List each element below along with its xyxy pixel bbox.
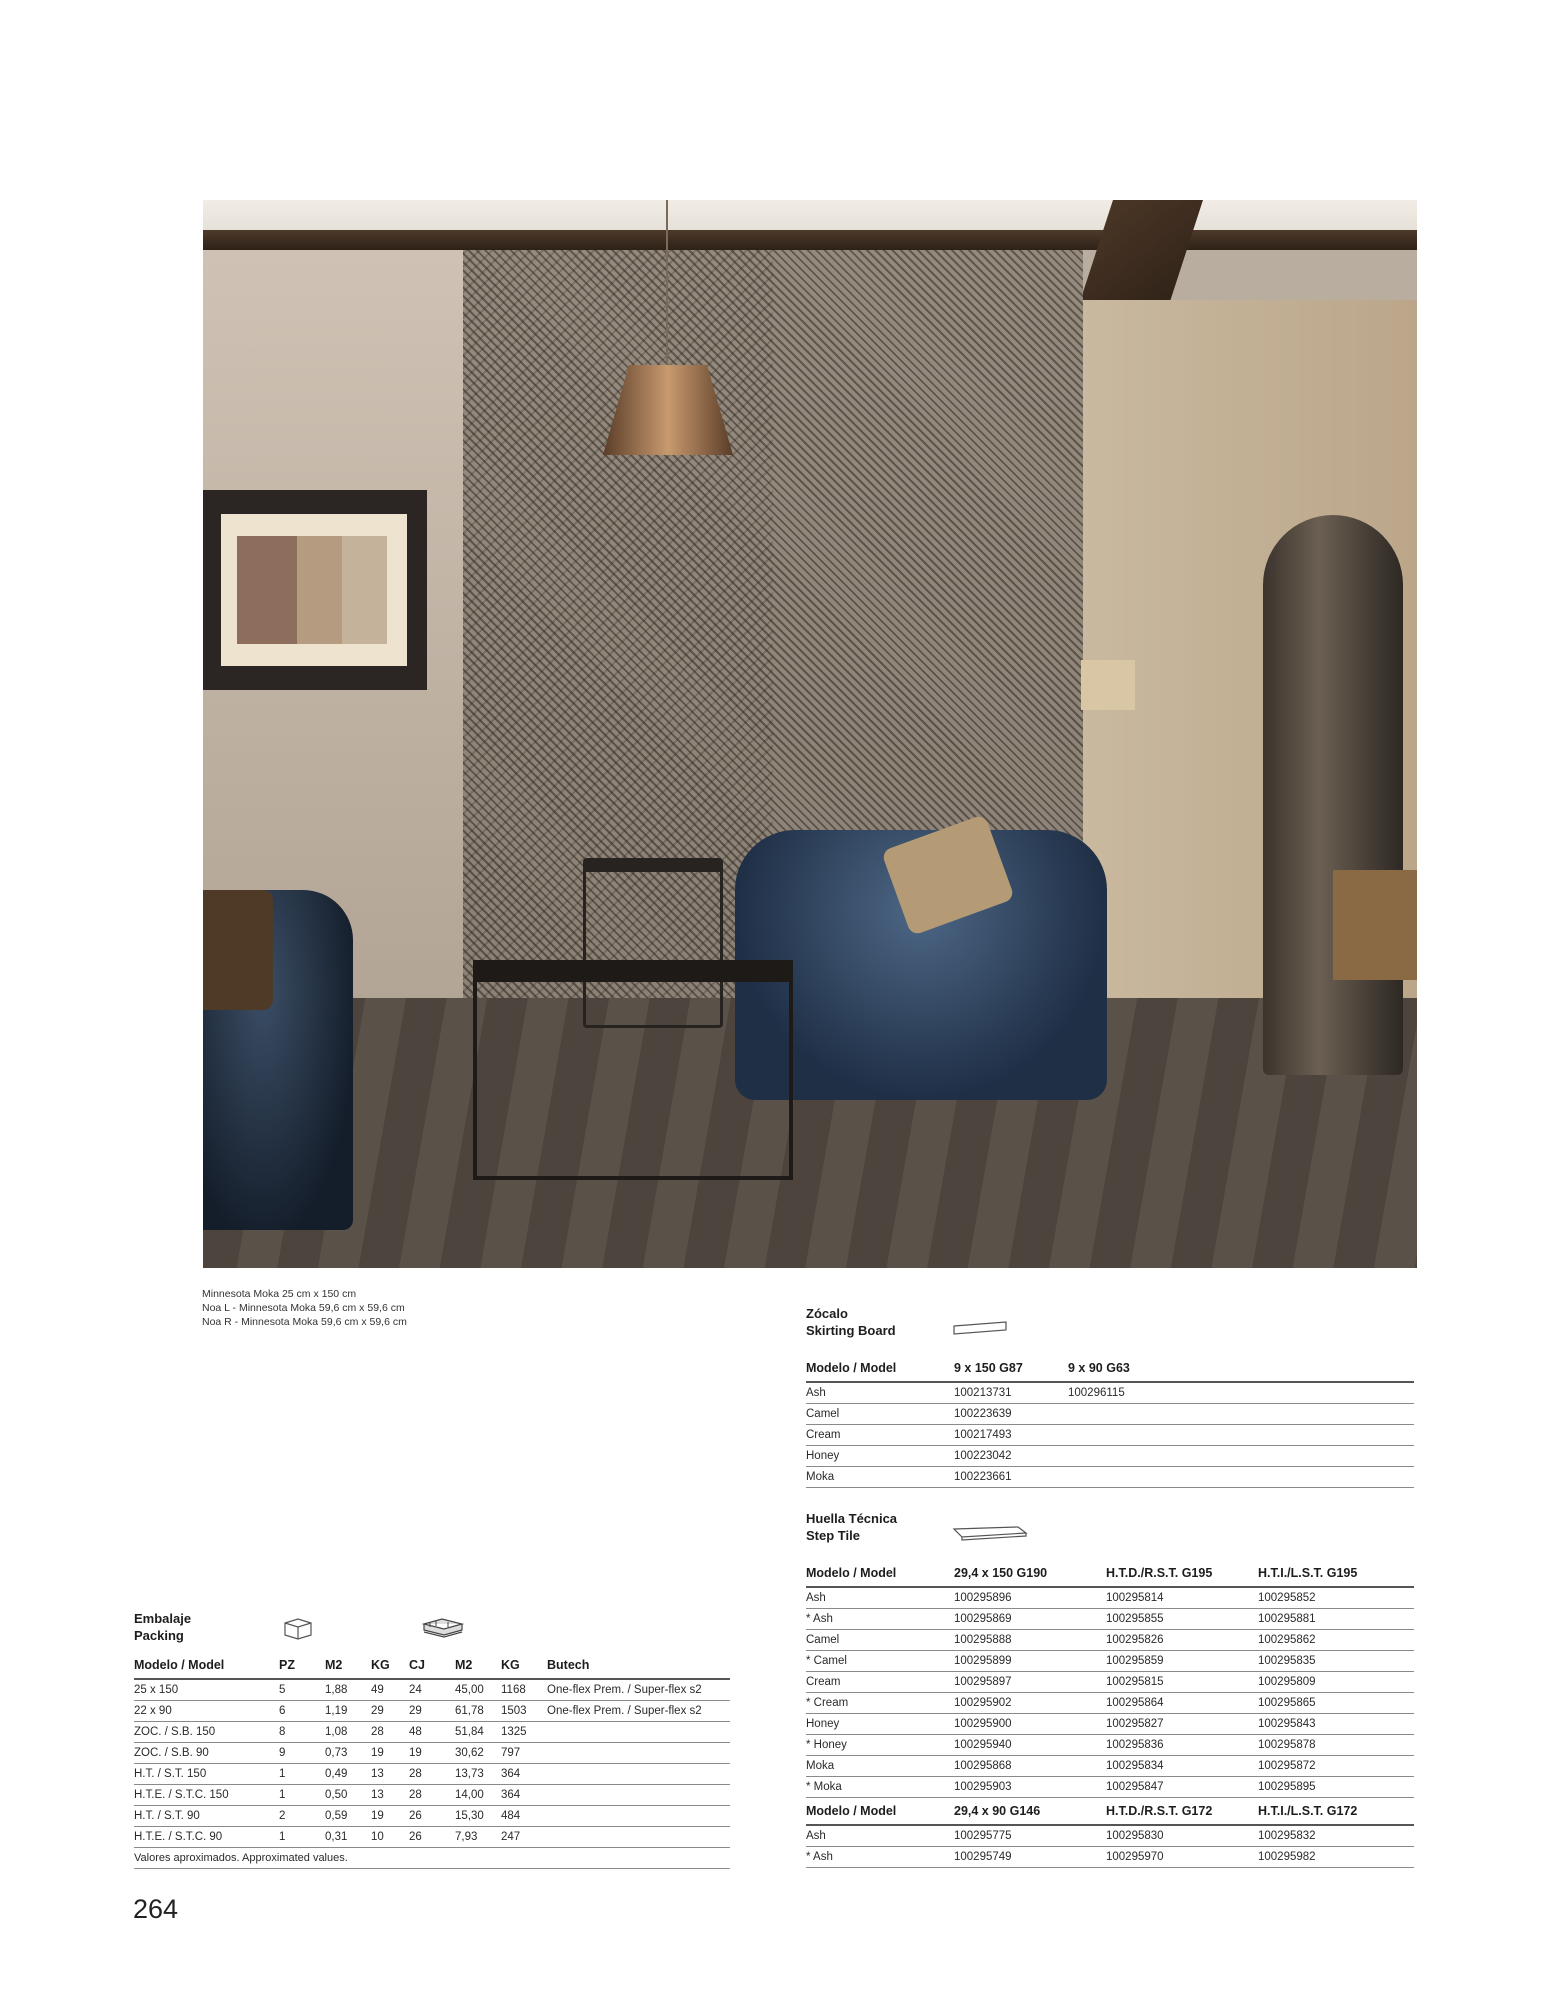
wooden-desk [1333,870,1417,980]
pallet-icon [420,1614,466,1645]
table-row: * Ash 100295869 100295855 100295881 [806,1609,1414,1630]
coffee-table [473,960,793,1180]
photo-caption [202,1287,407,1329]
table-row: Ash 100295896 100295814 100295852 [806,1587,1414,1609]
step-tile-table [806,1560,1414,1868]
table-row: * Cream 100295902 100295864 100295865 [806,1693,1414,1714]
packing-table [134,1652,730,1869]
table-row: Moka 100295868 100295834 100295872 [806,1756,1414,1777]
packing-title [134,1610,191,1644]
table-row: Honey 100295900 100295827 100295843 [806,1714,1414,1735]
step-tile-title [806,1510,897,1544]
skirting-title-en: Skirting Board [806,1323,896,1338]
table-lamp [1081,660,1135,710]
table-header-row: Modelo / Model PZ M2 KG CJ M2 KG Butech [134,1652,730,1679]
table-row: Ash 100295775 100295830 100295832 [806,1825,1414,1847]
table-row: H.T. / S.T. 90 2 0,59 19 26 15,30 484 [134,1806,730,1827]
table-row: Honey 100223042 [806,1446,1414,1467]
table-row: * Camel 100295899 100295859 100295835 [806,1651,1414,1672]
table-row: 25 x 150 5 1,88 49 24 45,00 1168 One-flex Prem. / Super-flex s2 [134,1679,730,1701]
sofa-pillow [203,890,273,1010]
packing-title-es: Embalaje [134,1611,192,1626]
caption-line: Minnesota Moka 25 cm x 150 cm [202,1288,357,1300]
table-row: H.T.E. / S.T.C. 90 1 0,31 10 26 7,93 247 [134,1827,730,1848]
table-row: Cream 100217493 [806,1425,1414,1446]
table-row: ZOC. / S.B. 150 8 1,08 28 48 51,84 1325 [134,1722,730,1743]
table-row: Camel 100295888 100295826 100295862 [806,1630,1414,1651]
table-row: ZOC. / S.B. 90 9 0,73 19 19 30,62 797 [134,1743,730,1764]
packing-note: Valores aproximados. Approximated values. [134,1852,348,1864]
table-row: * Moka 100295903 100295847 100295895 [806,1777,1414,1798]
skirting-title-es: Zócalo [806,1306,848,1321]
table-row: Ash 100213731 100296115 [806,1382,1414,1404]
framed-artwork [203,490,427,690]
step-tile-icon [952,1524,1028,1547]
room-photo [203,200,1417,1268]
table-row: Moka 100223661 [806,1467,1414,1488]
step-tile-title-es: Huella Técnica [806,1511,898,1526]
packing-title-en: Packing [134,1628,184,1643]
pendant-cord [666,200,668,370]
skirting-table [806,1355,1414,1488]
table-row: * Ash 100295749 100295970 100295982 [806,1847,1414,1868]
table-row: 22 x 90 6 1,19 29 29 61,78 1503 One-flex Prem. / Super-flex s2 [134,1701,730,1722]
page-number: 264 [133,1894,179,1924]
ceiling-beam [203,230,1417,250]
step-tile-title-en: Step Tile [806,1528,860,1543]
table-row: * Honey 100295940 100295836 100295878 [806,1735,1414,1756]
skirting-board-icon [952,1320,1010,1341]
table-header-row: Modelo / Model 29,4 x 90 G146 H.T.D./R.S.T. G172 H.T.I./L.S.T. G172 [806,1798,1414,1826]
arched-cabinet [1263,515,1403,1075]
table-row: Cream 100295897 100295815 100295809 [806,1672,1414,1693]
table-row: H.T.E. / S.T.C. 150 1 0,50 13 28 14,00 364 [134,1785,730,1806]
skirting-title [806,1305,896,1339]
box-icon [282,1616,314,1645]
table-header-row: Modelo / Model 29,4 x 150 G190 H.T.D./R.S.T. G195 H.T.I./L.S.T. G195 [806,1560,1414,1587]
table-header-row: Modelo / Model 9 x 150 G87 9 x 90 G63 [806,1355,1414,1382]
table-row: H.T. / S.T. 150 1 0,49 13 28 13,73 364 [134,1764,730,1785]
table-row: Camel 100223639 [806,1404,1414,1425]
caption-line: Noa R - Minnesota Moka 59,6 cm x 59,6 cm [202,1316,407,1328]
caption-line: Noa L - Minnesota Moka 59,6 cm x 59,6 cm [202,1302,405,1314]
table-note-row [134,1848,730,1869]
